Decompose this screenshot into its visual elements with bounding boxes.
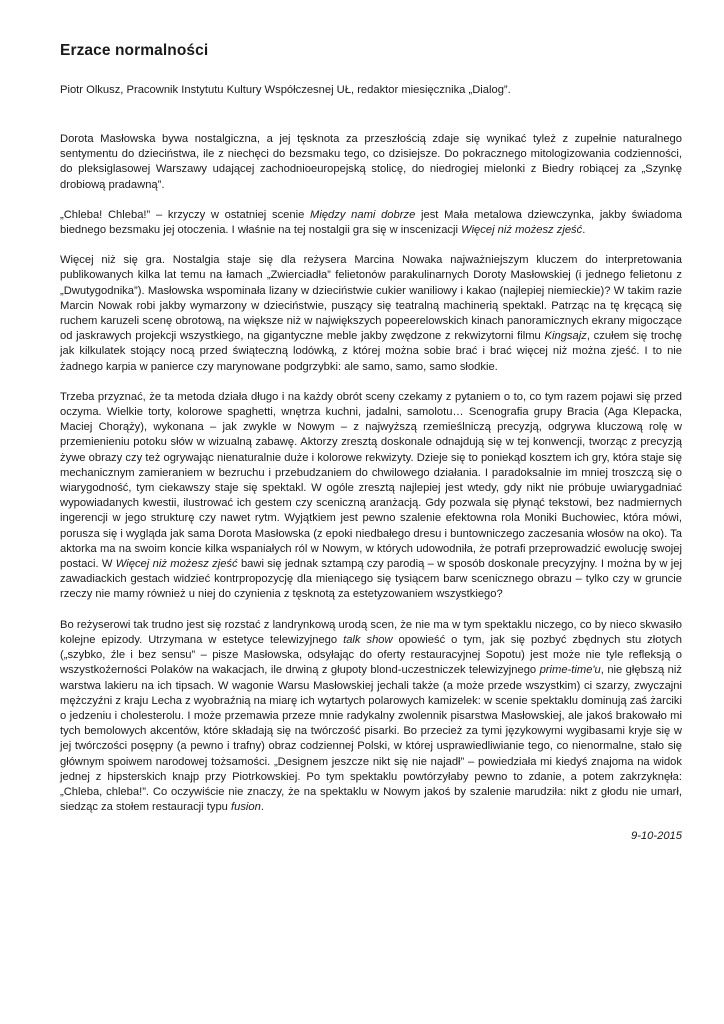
paragraph-text: „Chleba! Chleba!” – krzyczy w ostatniej scenie (60, 208, 311, 221)
paragraph-text: Dorota Masłowska bywa nostalgiczna, a jej tęsknota za przeszłością zdaje się wynikać tyleż z zupełnie naturalnego sentymentu do dzieciństwa, ile z niechęci do bezsmaku tego, co dzisiejsze. Do pokracznego mitologizowania codzienności, do pleksiglasowej Warszawy udającej zachodnioeuropejską stolicę, do niedrogiej mielonki z Biedry robiącej za „Szynkę drobiową pradawną”. (60, 133, 682, 191)
paragraph (60, 618, 682, 816)
paragraph-text: Trzeba przyznać, że ta metoda działa długo i na każdy obrót sceny czekamy z pytaniem o to, co tym razem pojawi się przed oczyma. Wielkie torty, kolorowe spaghetti, wnętrza kuchni, jadalni, samolotu… Scenografia grupy Bracia (Aga Klepacka, Maciej Chorąży), wykonana – jak zwykle w Nowym – z najwyższą rzemieślniczą precyzją, odgrywa kluczową rolę w przemienieniu potoku słów w wizualną zabawę. Aktorzy zresztą doskonale odnajdują się w tej konwencji, tworząc z precyzją żywe obrazy czy też ogrywając nienaturalnie duże i kolorowe rekwizyty. Dzieje się to poniekąd kosztem ich gry, która staje się mechanicznym zamieraniem w bezruchu i przebudzaniem do chwilowego działania. I paradoksalnie im mniej troszczą się o wiarygodność, tym ciekawszy staje się spektakl. W ogóle zresztą najlepiej jest wtedy, gdy nikt nie próbuje uwiarygadniać wypowiadanych kwestii, ilustrować ich gestem czy sceniczną aranżacją. Gdy pozwala się płynąć tekstowi, bez nadmiernych ingerencji w jego strukturę czy nawet rytm. Wyjątkiem jest pewno szalenie efektowna rola Moniki Buchowiec, która mówi, porusza się i wygląda jak sama Dorota Masłowska (z epoki niedbałego dresu i buntowniczego zaczesania włosów na oko). Ta aktorka ma na swoim koncie kilka wspaniałych ról w Nowym, w których udowodniła, że potrafi przeprowadzić ewolucję swojej postaci. W (60, 390, 682, 571)
article (60, 42, 682, 842)
paragraph-text: , nie głębszą niż warstwa lakieru na ich tipsach. W wagonie Warsu Masłowskiej jechali także (a może przede wszystkim) ci szarzy, zwyczajni mężczyźni z kraju Lecha z wyobraźnią na miarę ich wytartych polarowych kamizelek: w scenie spektaklu dominują zaś żarciki o jedzeniu i cholesterolu. I może przemawia przeze mnie radykalny zwolennik pisarstwa Masłowskiej, ale jakoś brakowało mi tych bemolowych akcentów, które składają się na twórczość pisarki. Bo przecież za tymi językowymi wygibasami kryje się w jej twórczości posępny (a pewno i trafny) obraz codziennej Polski, w której usprawiedliwianie tego, co nienormalne, stało się głównym spoiwem narodowej tożsamości. „Designem jeszcze nikt się nie najadł” – powiedziała mi kiedyś znajoma na widok jednej z hipsterskich knajp przy Piotrkowskiej. Po tym spektaklu powtórzyłaby pewno to zdanie, a potem zakrzyknęła: „Chleba, chleba!”. Co oczywiście nie znaczy, że na spektaklu w Nowym jakoś by szalenie marudziła: nikt z głodu nie umarł, siedząc za stołem restauracji typu (60, 664, 682, 814)
italic-title-text: Więcej niż możesz zjeść (115, 558, 238, 571)
paragraph-text: bawi się jednak sztampą czy parodią – w sposób doskonale precyzyjny. I można by w jej zawadiackich gestach widzieć kontrpropozycję dla mieniącego się tysiącem barw scenicznego obrazu – tylko czy w gruncie rzeczy nie mamy również u niej do czynienia z tęsknotą za estetyzowaniem wszystkiego? (60, 558, 682, 601)
italic-title-text: talk show (343, 633, 393, 646)
paragraph-text: , czułem się trochę jak kilkulatek stojący nocą przed świąteczną lodówką, z której można sobie brać i brać więcej niż można zjeść. I to nie żadnego karpia w panierce czy marynowane podgrzybki: ale samo, samo, samo słodkie. (60, 330, 682, 373)
italic-title-text: fusion (231, 801, 261, 814)
paragraph-text: opowieść o tym, jak się pozbyć zbędnych stu złotych („szybko, źle i bez sensu” – pisze Masłowska, odsyłając do oferty restauracyjnej Sopotu) jest może nie tyle refleksją o wszystkoźerności Polaków na wakacjach, ile drwiną z głupoty blond-uczestniczek telewizyjnego (60, 633, 682, 677)
article-title: Erzace normalności (60, 42, 209, 59)
italic-title-text: Więcej niż możesz zjeść (461, 224, 583, 237)
paragraph-text: Więcej niż się gra. Nostalgia staje się dla reżysera Marcina Nowaka najważniejszym kluczem do interpretowania publikowanych kilka lat temu na łamach „Zwierciadła” felietonów parakulinarnych Doroty Masłowskiej (i jednego felietonu z „Dwutygodnika”). Masłowska wspominała lizany w dzieciństwie cukier waniliowy i kakao (najlepiej niemieckie)? W takim razie Marcin Nowak robi jakby wymarzony w dzieciństwie, puszący się teatralną machinerią spektakl. Patrząc na tę kręcącą się ruchem karuzeli scenę obrotową, na większe niż w największych popeerelowskich kinach panoramicznych ekrany migoczące od jaskrawych projekcji wszystkiego, na gigantyczne meble jakby zwędzone z rekwizytorni filmu (60, 254, 682, 343)
publication-date: 9-10-2015 (630, 830, 682, 843)
paragraph-text: Bo reżyserowi tak trudno jest się rozstać z landrynkową urodą scen, że nie ma w tym spektaklu niczego, co by nieco skwasiło kolejne epizody. Utrzymana w estetyce telewizyjnego (60, 618, 682, 646)
article-body (60, 132, 682, 815)
paragraph (60, 208, 682, 238)
author-line: Piotr Olkusz, Pracownik Instytutu Kultury Współczesnej UŁ, redaktor miesięcznika „Dialog”. (60, 84, 511, 96)
italic-title-text: prime-time'u (539, 664, 601, 677)
paragraph-text: jest Mała metalowa dziewczynka, jakby świadoma biednego bezsmaku jej otoczenia. I właśnie na tej nostalgii gra się w inscenizacji (60, 208, 682, 237)
paragraph (60, 253, 682, 375)
paragraph (60, 390, 682, 603)
paragraph (60, 132, 682, 193)
paragraph-text: . (582, 224, 586, 237)
italic-title-text: Kingsajz (544, 330, 587, 343)
italic-title-text: Między nami dobrze (310, 208, 416, 221)
paragraph-text: . (260, 801, 264, 814)
